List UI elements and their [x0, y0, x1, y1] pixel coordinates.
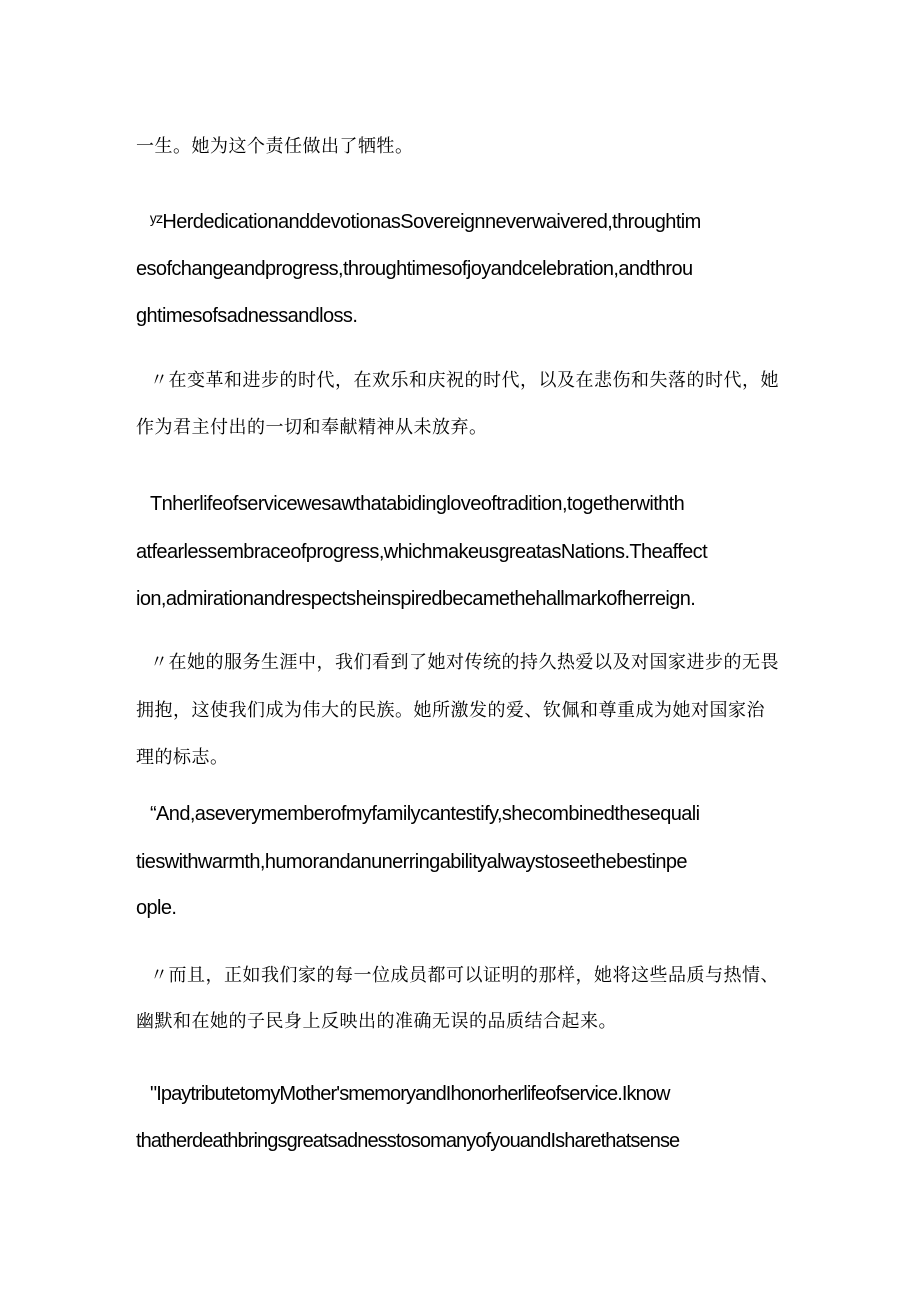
paragraph-line: 一生。她为这个责任做出了牺牲。 [136, 136, 414, 157]
paragraph-line: ghtimesofsadnessandloss. [136, 305, 358, 327]
paragraph-line: Tnherlifeofservicewesawthatabidingloveoftradition,togetherwithth [150, 493, 685, 515]
paragraph-line: "IpaytributetomyMother'smemoryandIhonorherlifeofservice.Iknow [150, 1083, 670, 1105]
paragraph-line: 幽默和在她的子民身上反映出的准确无误的品质结合起来。 [136, 1011, 617, 1032]
paragraph-line: tieswithwarmth,humorandanunerringabilityalwaystoseethebestinpe [136, 851, 687, 873]
paragraph-line: atfearlessembraceofprogress,whichmakeusgreatasNations.Theaffect [136, 541, 708, 563]
paragraph-line: 〃在变革和进步的时代，在欢乐和庆祝的时代，以及在悲伤和失落的时代，她 [150, 370, 779, 391]
paragraph-line: 〃而且，正如我们家的每一位成员都可以证明的那样，她将这些品质与热情、 [150, 965, 779, 986]
paragraph-line: ople. [136, 897, 177, 919]
paragraph-line: 拥抱，这使我们成为伟大的民族。她所激发的爱、钦佩和尊重成为她对国家治 [136, 700, 765, 721]
paragraph-line: “And,aseverymemberofmyfamilycantestify,shecombinedthesequali [150, 803, 700, 825]
paragraph-line: 〃在她的服务生涯中，我们看到了她对传统的持久热爱以及对国家进步的无畏 [150, 652, 779, 673]
paragraph-line: thatherdeathbringsgreatsadnesstosomanyofyouandIsharethatsense [136, 1130, 680, 1152]
paragraph-line: ʸᶻHerdedicationanddevotionasSovereignneverwaivered,throughtim [150, 211, 701, 233]
paragraph-line: ion,admirationandrespectsheinspiredbecamethehallmarkofherreign. [136, 588, 696, 610]
paragraph-line: 理的标志。 [136, 747, 229, 768]
paragraph-line: esofchangeandprogress,throughtimesofjoyandcelebration,andthrou [136, 258, 693, 280]
paragraph-line: 作为君主付出的一切和奉献精神从未放弃。 [136, 417, 488, 438]
